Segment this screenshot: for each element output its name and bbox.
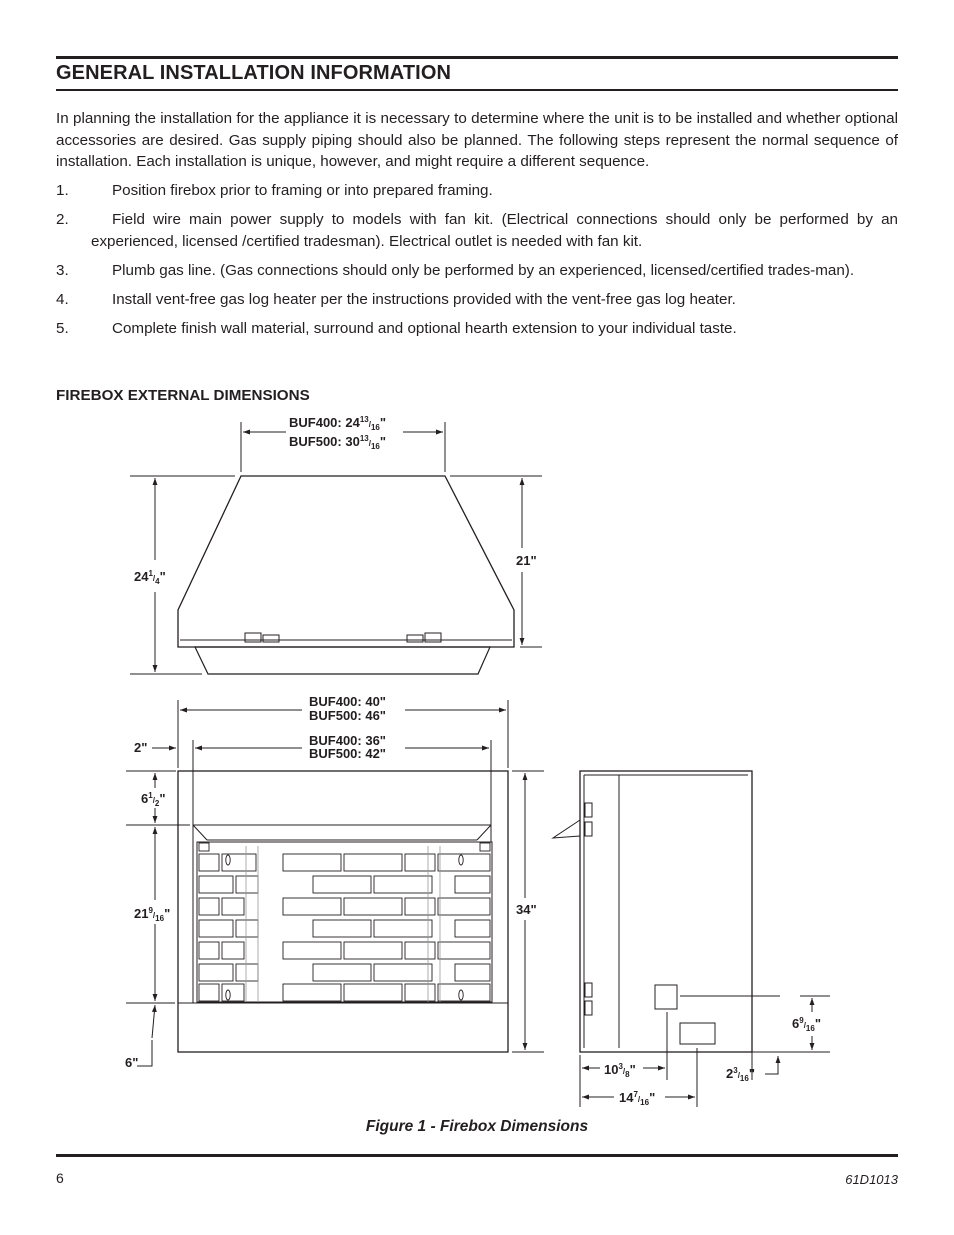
top-depth-label: $24^1_{/4}$" bbox=[134, 569, 166, 586]
gas-height-label: $6^9_{/16}$" bbox=[792, 1016, 821, 1033]
outer-width-label-a: BUF400: 40" bbox=[309, 694, 386, 709]
step-item bbox=[56, 289, 898, 311]
overall-height-label: 34" bbox=[516, 902, 537, 917]
gas-offset-label: $2^3_{/16}$" bbox=[726, 1066, 755, 1083]
inner-width-label-b: BUF500: 42" bbox=[309, 746, 386, 761]
title-rule bbox=[56, 89, 898, 91]
top-view bbox=[130, 422, 542, 674]
step-text: Plumb gas line. (Gas connections should only be performed by an experienced, licensed/certified trades-man). bbox=[112, 261, 855, 279]
top-rule bbox=[56, 56, 898, 59]
side-depth-label: $10^3_{/8}$" bbox=[604, 1062, 636, 1079]
step-number: 1. bbox=[56, 182, 69, 199]
subsection-title: FIREBOX EXTERNAL DIMENSIONS bbox=[56, 387, 310, 404]
firebox-dimension-drawing bbox=[0, 400, 954, 1115]
inner-width-label-a: BUF400: 36" bbox=[309, 733, 386, 748]
side-overall-label: $14^7_{/16}$" bbox=[619, 1090, 656, 1107]
document-id: 61D1013 bbox=[845, 1172, 898, 1187]
opening-height-label: $21^9_{/16}$" bbox=[134, 906, 171, 923]
top-width-label-a: BUF400: $24^{13}_{/16}$" bbox=[289, 415, 387, 432]
bottom-band-label: 6" bbox=[125, 1055, 139, 1070]
top-band-label: $6^1_{/2}$" bbox=[141, 791, 166, 808]
top-rear-depth-label: 21" bbox=[516, 553, 537, 568]
bottom-rule bbox=[56, 1154, 898, 1157]
step-text: Complete finish wall material, surround and optional hearth extension to your individual taste. bbox=[112, 319, 737, 337]
step-number: 3. bbox=[56, 261, 69, 279]
top-width-label-b: BUF500: $30^{13}_{/16}$" bbox=[289, 434, 387, 451]
step-text: Field wire main power supply to models with fan kit. (Electrical connections should only be performed by an experienced, licensed /certified tradesman). Electrical outlet is needed with fan kit. bbox=[91, 211, 898, 250]
installation-steps bbox=[56, 180, 898, 347]
figure-caption: Figure 1 - Firebox Dimensions bbox=[365, 1118, 589, 1135]
side-offset-label: 2" bbox=[134, 740, 148, 755]
section-title: GENERAL INSTALLATION INFORMATION bbox=[56, 62, 452, 84]
page-number: 6 bbox=[56, 1170, 64, 1186]
step-number: 5. bbox=[56, 319, 69, 337]
intro-paragraph: In planning the installation for the appliance it is necessary to determine where the unit is to be installed and whether optional accessories are desired. Gas supply piping should also be planned. The following steps represent the normal sequence of installation. Each installation is unique, however, and might require a different sequence. bbox=[56, 110, 898, 170]
step-number: 4. bbox=[56, 290, 69, 308]
step-text: Install vent-free gas log heater per the instructions provided with the vent-free gas log heater. bbox=[112, 290, 736, 308]
step-item bbox=[56, 180, 898, 202]
step-item bbox=[56, 209, 898, 252]
step-item bbox=[56, 260, 898, 282]
step-item bbox=[56, 318, 898, 340]
outer-width-label-b: BUF500: 46" bbox=[309, 708, 386, 723]
step-text: Position firebox prior to framing or into prepared framing. bbox=[112, 182, 493, 199]
side-view bbox=[553, 771, 830, 1107]
step-number: 2. bbox=[56, 211, 69, 228]
